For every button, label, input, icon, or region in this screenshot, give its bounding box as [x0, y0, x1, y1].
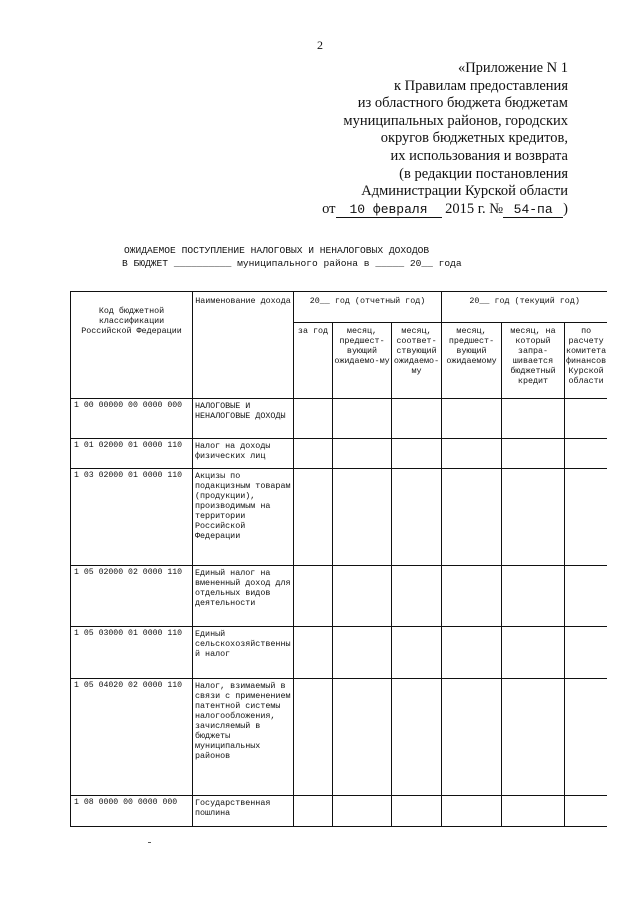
value-cell	[333, 566, 392, 627]
value-cell	[565, 679, 608, 796]
appendix-line: (в редакции постановления	[399, 165, 568, 182]
table-row	[71, 796, 608, 827]
row-name: Государственная пошлина	[193, 796, 294, 827]
value-cell	[294, 399, 333, 439]
row-code: 1 00 00000 00 0000 000	[71, 399, 193, 439]
value-cell	[392, 399, 442, 439]
value-cell	[442, 796, 502, 827]
decree-number: 54-па	[503, 203, 563, 218]
value-cell	[392, 439, 442, 469]
decree-date: 10 февраля	[336, 203, 442, 218]
value-cell	[294, 679, 333, 796]
header-sub-same-month: месяц, соответ-ствующий ожидаемо-му	[392, 323, 442, 399]
header-sub-committee-calc: по расчету комитета финансов Курской области	[565, 323, 608, 399]
value-cell	[392, 627, 442, 679]
appendix-line: муниципальных районов, городских	[343, 112, 568, 129]
value-cell	[333, 796, 392, 827]
value-cell	[565, 627, 608, 679]
table-row	[71, 566, 608, 627]
table-row	[71, 399, 608, 439]
value-cell	[502, 469, 565, 566]
header-row	[71, 292, 608, 323]
closing-paren: )	[563, 200, 568, 217]
value-cell	[502, 796, 565, 827]
value-cell	[442, 627, 502, 679]
value-cell	[502, 627, 565, 679]
table-row	[71, 627, 608, 679]
value-cell	[333, 469, 392, 566]
header-name: Наименование дохода	[193, 292, 294, 399]
value-cell	[565, 469, 608, 566]
value-cell	[392, 679, 442, 796]
appendix-line: их использования и возврата	[390, 147, 568, 164]
date-prefix: от	[322, 200, 336, 217]
appendix-line: к Правилам предоставления	[393, 77, 568, 94]
header-reporting-year: 20__ год (отчетный год)	[294, 292, 442, 323]
value-cell	[502, 399, 565, 439]
value-cell	[565, 399, 608, 439]
page-number: 2	[317, 38, 323, 52]
appendix-line: «Приложение N 1	[457, 60, 568, 76]
value-cell	[333, 399, 392, 439]
row-name: Единый налог на вмененный доход для отдельных видов деятельности	[193, 566, 294, 627]
table-row	[71, 469, 608, 566]
row-name: Налог, взимаемый в связи с применением патентной системы налогообложения, зачисляемый в бюджеты муниципальных районов	[193, 679, 294, 796]
document-title	[122, 244, 462, 270]
decree-year: 2015 г. №	[445, 200, 504, 217]
table-row	[71, 439, 608, 469]
value-cell	[333, 627, 392, 679]
value-cell	[565, 439, 608, 469]
value-cell	[392, 469, 442, 566]
title-line-2: В БЮДЖЕТ __________ муниципального района в _____ 20__ года	[122, 258, 462, 269]
row-name: НАЛОГОВЫЕ И НЕНАЛОГОВЫЕ ДОХОДЫ	[193, 399, 294, 439]
row-code: 1 05 02000 02 0000 110	[71, 566, 193, 627]
scan-mark	[148, 842, 151, 843]
appendix-line: Администрации Курской области	[361, 183, 568, 200]
value-cell	[502, 566, 565, 627]
value-cell	[392, 796, 442, 827]
title-line-1: ОЖИДАЕМОЕ ПОСТУПЛЕНИЕ НАЛОГОВЫХ И НЕНАЛОГОВЫХ ДОХОДОВ	[124, 245, 430, 256]
row-code: 1 05 03000 01 0000 110	[71, 627, 193, 679]
header-sub-year: за год	[294, 323, 333, 399]
value-cell	[502, 679, 565, 796]
table-row	[71, 679, 608, 796]
decree-date-line	[278, 201, 568, 219]
header-sub-credit-month: месяц, на который запра-шивается бюджетный кредит	[502, 323, 565, 399]
value-cell	[294, 566, 333, 627]
value-cell	[565, 796, 608, 827]
header-sub-prev-month: месяц, предшест-вующий ожидаемо-му	[333, 323, 392, 399]
value-cell	[294, 469, 333, 566]
appendix-line: округов бюджетных кредитов,	[380, 130, 568, 147]
value-cell	[442, 399, 502, 439]
value-cell	[333, 439, 392, 469]
row-code: 1 05 04020 02 0000 110	[71, 679, 193, 796]
value-cell	[392, 566, 442, 627]
header-sub-current-prev-month: месяц, предшест-вующий ожидаемому	[442, 323, 502, 399]
value-cell	[333, 679, 392, 796]
revenue-table	[70, 291, 607, 827]
appendix-header	[278, 60, 568, 218]
value-cell	[565, 566, 608, 627]
row-name: Акцизы по подакцизным товарам (продукции), производимым на территории Российской Федерации	[193, 469, 294, 566]
header-current-year: 20__ год (текущий год)	[442, 292, 608, 323]
value-cell	[442, 566, 502, 627]
row-name: Налог на доходы физических лиц	[193, 439, 294, 469]
appendix-line: из областного бюджета бюджетам	[357, 95, 568, 112]
row-code: 1 01 02000 01 0000 110	[71, 439, 193, 469]
row-code: 1 08 0000 00 0000 000	[71, 796, 193, 827]
value-cell	[442, 439, 502, 469]
header-code: Код бюджетной классификации Российской Федерации	[71, 292, 193, 399]
row-code: 1 03 02000 01 0000 110	[71, 469, 193, 566]
row-name: Единый сельскохозяйственный налог	[193, 627, 294, 679]
value-cell	[502, 439, 565, 469]
value-cell	[294, 439, 333, 469]
value-cell	[294, 627, 333, 679]
value-cell	[442, 469, 502, 566]
value-cell	[442, 679, 502, 796]
value-cell	[294, 796, 333, 827]
